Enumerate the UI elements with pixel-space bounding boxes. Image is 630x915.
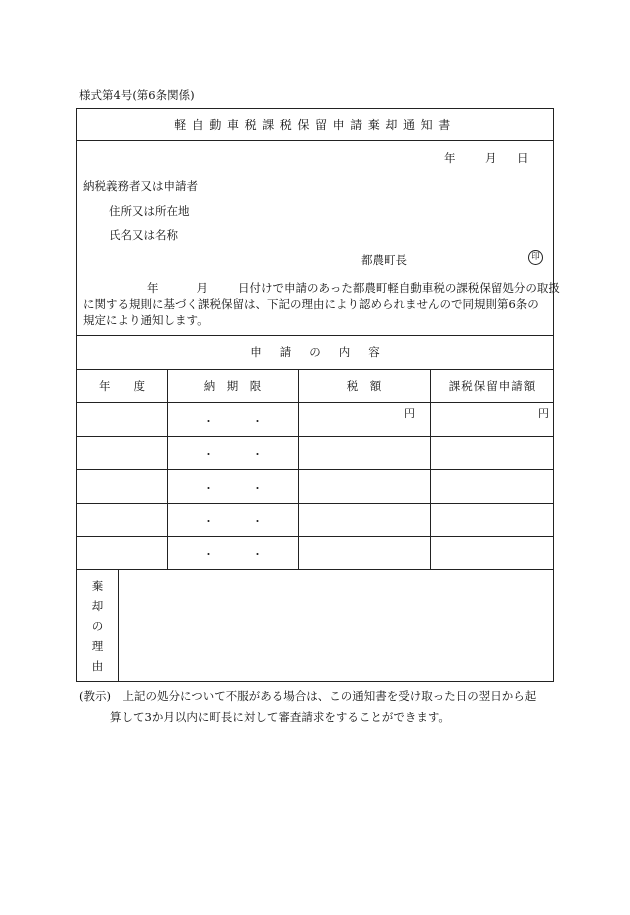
row-divider: [77, 536, 553, 537]
body-line-3: 規定により通知します。: [83, 313, 209, 327]
body-line-2: に関する規則に基づく課税保留は、下記の理由により認められませんので同規則第6条の: [83, 297, 539, 311]
address-label: 住所又は所在地: [109, 204, 190, 218]
row-divider: [77, 569, 553, 570]
appeal-notice-line-2: 算して3か月以内に町長に対して審査請求をすることができます。: [110, 710, 450, 724]
due-date-separator: ・: [252, 415, 263, 428]
due-date-separator: ・: [252, 515, 263, 528]
due-date-separator: ・: [203, 448, 214, 461]
column-header-year: 年 度: [99, 378, 145, 393]
requested-amount-yen: 円: [538, 407, 549, 420]
notice-form: [76, 108, 560, 682]
taxpayer-label: 納税義務者又は申請者: [83, 179, 198, 193]
form-number-label: 様式第4号(第6条関係): [79, 88, 195, 102]
row-divider: [77, 469, 553, 470]
column-header-tax-amount: 税 額: [346, 378, 382, 393]
mayor-label: 都農町長: [361, 253, 407, 267]
seal-icon: 印: [528, 250, 543, 265]
body-year: 年: [147, 281, 159, 295]
header-row-divider: [77, 402, 553, 403]
date-month-label: 月: [485, 151, 497, 165]
due-date-separator: ・: [252, 482, 263, 495]
due-date-separator: ・: [203, 482, 214, 495]
row-divider: [77, 436, 553, 437]
appeal-notice-line-1: (教示) 上記の処分について不服がある場合は、この通知書を受け取った日の翌日から起: [79, 689, 537, 703]
date-year-label: 年: [444, 151, 456, 165]
body-month: 月: [196, 281, 208, 295]
due-date-separator: ・: [252, 448, 263, 461]
notice-body: [83, 280, 560, 328]
section-title: 申請の内容: [250, 345, 398, 359]
due-date-separator: ・: [252, 548, 263, 561]
column-header-due-date: 納 期 限: [203, 378, 262, 393]
reason-divider: [118, 569, 119, 682]
column-header-requested-amount: 課税保留申請額: [448, 378, 537, 393]
due-date-separator: ・: [203, 548, 214, 561]
due-date-separator: ・: [203, 515, 214, 528]
body-line-1: [83, 280, 560, 296]
due-date-separator: ・: [203, 415, 214, 428]
form-title: 軽自動車税課税保留申請棄却通知書: [77, 109, 553, 141]
tax-amount-yen: 円: [404, 407, 415, 420]
appeal-notice: [79, 686, 559, 728]
date-day-label: 日: [517, 151, 529, 165]
rejection-reason-label: 棄 却 の 理 由: [91, 578, 104, 673]
row-divider: [77, 503, 553, 504]
body-line-1-rest: 日付けで申請のあった都農町軽自動車税の課税保留処分の取扱: [238, 281, 560, 295]
name-label: 氏名又は名称: [109, 228, 178, 242]
